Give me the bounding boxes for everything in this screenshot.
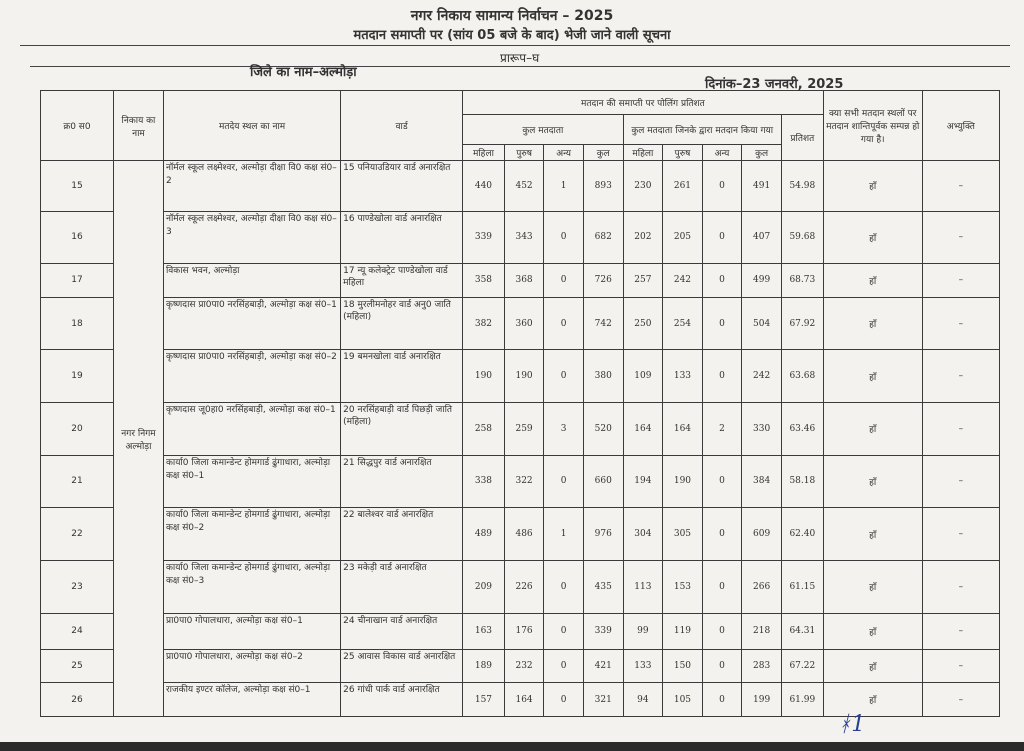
voted-female: 109 — [623, 350, 663, 403]
total-female: 339 — [463, 211, 505, 264]
total-male: 259 — [504, 403, 544, 456]
table-row — [41, 650, 1000, 683]
remarks: – — [922, 264, 999, 297]
header-polling-station: मतदेय स्थल का नाम — [163, 91, 340, 161]
peaceful-status: हॉं — [823, 683, 922, 717]
total-female: 489 — [463, 508, 505, 561]
peaceful-status: हॉं — [823, 613, 922, 649]
remarks: – — [922, 683, 999, 717]
polling-station-name: कृष्णदास प्रा0पा0 नरसिंहबाड़ी, अल्मोड़ा कक्ष सं0–1 — [163, 297, 340, 350]
serial-number: 24 — [41, 613, 114, 649]
voted-female: 250 — [623, 297, 663, 350]
remarks: – — [922, 613, 999, 649]
remarks: – — [922, 560, 999, 613]
voted-total: 504 — [742, 297, 782, 350]
total-other: 0 — [544, 211, 584, 264]
serial-number: 18 — [41, 297, 114, 350]
total-female: 209 — [463, 560, 505, 613]
peaceful-status: हॉं — [823, 650, 922, 683]
voted-total: 266 — [742, 560, 782, 613]
percent: 64.31 — [781, 613, 823, 649]
total-total: 726 — [583, 264, 623, 297]
table-row — [41, 403, 1000, 456]
ward-name: 23 मकेड़ी वार्ड अनारक्षित — [341, 560, 463, 613]
voted-other: 0 — [702, 508, 742, 561]
voted-other: 0 — [702, 297, 742, 350]
header-percent: प्रतिशत — [781, 115, 823, 161]
voted-other: 0 — [702, 683, 742, 717]
peaceful-status: हॉं — [823, 455, 922, 508]
total-other: 0 — [544, 683, 584, 717]
voted-total: 283 — [742, 650, 782, 683]
total-female: 258 — [463, 403, 505, 456]
header-voted-female: महिला — [623, 145, 663, 161]
voted-female: 94 — [623, 683, 663, 717]
percent: 63.46 — [781, 403, 823, 456]
voted-female: 230 — [623, 161, 663, 212]
remarks: – — [922, 508, 999, 561]
total-other: 0 — [544, 650, 584, 683]
total-female: 440 — [463, 161, 505, 212]
voted-total: 384 — [742, 455, 782, 508]
serial-number: 19 — [41, 350, 114, 403]
header-total-male: पुरुष — [504, 145, 544, 161]
header-voted-male: पुरुष — [663, 145, 703, 161]
percent: 58.18 — [781, 455, 823, 508]
voted-male: 254 — [663, 297, 703, 350]
polling-station-name: कार्या0 जिला कमान्डेन्ट होमगार्ड ढुंगाधारा, अल्मोड़ा कक्ष सं0–3 — [163, 560, 340, 613]
header-total-voters: कुल मतदाता — [463, 115, 623, 145]
polling-station-name: प्रा0पा0 गोपालधारा, अल्मोड़ा कक्ष सं0–2 — [163, 650, 340, 683]
voted-other: 0 — [702, 161, 742, 212]
voted-male: 164 — [663, 403, 703, 456]
peaceful-status: हॉं — [823, 211, 922, 264]
total-male: 232 — [504, 650, 544, 683]
polling-station-name: विकास भवन, अल्मोड़ा — [163, 264, 340, 297]
voted-male: 205 — [663, 211, 703, 264]
ward-name: 26 गांधी पार्क वार्ड अनारक्षित — [341, 683, 463, 717]
total-male: 452 — [504, 161, 544, 212]
voted-other: 0 — [702, 211, 742, 264]
total-total: 742 — [583, 297, 623, 350]
ward-name: 18 मुरलीमनोहर वार्ड अनु0 जाति (महिला) — [341, 297, 463, 350]
voted-female: 202 — [623, 211, 663, 264]
remarks: – — [922, 403, 999, 456]
total-female: 163 — [463, 613, 505, 649]
voted-total: 199 — [742, 683, 782, 717]
total-other: 1 — [544, 161, 584, 212]
header-total-other: अन्य — [544, 145, 584, 161]
voted-male: 150 — [663, 650, 703, 683]
table-row — [41, 350, 1000, 403]
document-subtitle: मतदान समाप्ती पर (सांय 05 बजे के बाद) भेजी जाने वाली सूचना — [353, 28, 671, 43]
table-row — [41, 161, 1000, 212]
percent: 63.68 — [781, 350, 823, 403]
polling-station-name: नॉर्मल स्कूल लक्ष्मेश्वर, अल्मोड़ा दीक्षा वि0 कक्ष सं0–2 — [163, 161, 340, 212]
voted-other: 0 — [702, 613, 742, 649]
serial-number: 15 — [41, 161, 114, 212]
total-total: 520 — [583, 403, 623, 456]
ward-name: 20 नरसिंहबाड़ी वार्ड पिछड़ी जाति (महिला) — [341, 403, 463, 456]
serial-number: 26 — [41, 683, 114, 717]
polling-station-name: प्रा0पा0 गोपालधारा, अल्मोड़ा कक्ष सं0–1 — [163, 613, 340, 649]
voted-male: 190 — [663, 455, 703, 508]
total-female: 338 — [463, 455, 505, 508]
ward-name: 17 न्यू कलेक्ट्रेट पाण्डेखोला वार्ड महिला — [341, 264, 463, 297]
total-other: 3 — [544, 403, 584, 456]
handwritten-signature: ᚼ1 — [838, 712, 866, 737]
polling-station-name: नॉर्मल स्कूल लक्ष्मेश्वर, अल्मोड़ा दीक्षा वि0 कक्ष सं0–3 — [163, 211, 340, 264]
table-row — [41, 508, 1000, 561]
peaceful-status: हॉं — [823, 403, 922, 456]
total-total: 321 — [583, 683, 623, 717]
serial-number: 22 — [41, 508, 114, 561]
percent: 61.99 — [781, 683, 823, 717]
district-name: जिले का नाम–अल्मोड़ा — [250, 65, 357, 80]
header-voted-other: अन्य — [702, 145, 742, 161]
peaceful-status: हॉं — [823, 264, 922, 297]
total-total: 421 — [583, 650, 623, 683]
voted-other: 0 — [702, 455, 742, 508]
polling-table — [40, 90, 1000, 717]
total-male: 226 — [504, 560, 544, 613]
peaceful-status: हॉं — [823, 161, 922, 212]
total-male: 190 — [504, 350, 544, 403]
polling-station-name: कार्या0 जिला कमान्डेन्ट होमगार्ड ढुंगाधारा, अल्मोड़ा कक्ष सं0–1 — [163, 455, 340, 508]
voted-male: 119 — [663, 613, 703, 649]
total-other: 0 — [544, 350, 584, 403]
header-body: निकाय का नाम — [113, 91, 163, 161]
total-total: 893 — [583, 161, 623, 212]
serial-number: 21 — [41, 455, 114, 508]
percent: 67.92 — [781, 297, 823, 350]
voted-total: 218 — [742, 613, 782, 649]
ward-name: 25 आवास विकास वार्ड अनारक्षित — [341, 650, 463, 683]
voted-total: 407 — [742, 211, 782, 264]
polling-station-name: राजकीय इण्टर कॉलेज, अल्मोड़ा कक्ष सं0–1 — [163, 683, 340, 717]
total-female: 157 — [463, 683, 505, 717]
header-voted: कुल मतदाता जिनके द्वारा मतदान किया गया — [623, 115, 781, 145]
voted-female: 194 — [623, 455, 663, 508]
total-total: 976 — [583, 508, 623, 561]
header-serial: क्र0 स0 — [41, 91, 114, 161]
serial-number: 16 — [41, 211, 114, 264]
remarks: – — [922, 297, 999, 350]
document-title: नगर निकाय सामान्य निर्वाचन – 2025 — [410, 8, 614, 24]
ward-name: 24 चीनाखान वार्ड अनारक्षित — [341, 613, 463, 649]
ward-name: 22 बालेश्वर वार्ड अनारक्षित — [341, 508, 463, 561]
total-total: 339 — [583, 613, 623, 649]
voted-male: 261 — [663, 161, 703, 212]
page-edge — [0, 742, 1024, 751]
percent: 67.22 — [781, 650, 823, 683]
total-male: 176 — [504, 613, 544, 649]
remarks: – — [922, 350, 999, 403]
ward-name: 19 बमनखोला वार्ड अनारक्षित — [341, 350, 463, 403]
voted-female: 164 — [623, 403, 663, 456]
peaceful-status: हॉं — [823, 508, 922, 561]
voted-male: 305 — [663, 508, 703, 561]
ward-name: 16 पाण्डेखोला वार्ड अनारक्षित — [341, 211, 463, 264]
remarks: – — [922, 211, 999, 264]
remarks: – — [922, 455, 999, 508]
total-male: 368 — [504, 264, 544, 297]
total-total: 435 — [583, 560, 623, 613]
voted-female: 99 — [623, 613, 663, 649]
total-male: 343 — [504, 211, 544, 264]
voted-total: 609 — [742, 508, 782, 561]
voted-total: 499 — [742, 264, 782, 297]
peaceful-status: हॉं — [823, 350, 922, 403]
voted-female: 113 — [623, 560, 663, 613]
total-other: 0 — [544, 613, 584, 649]
table-row — [41, 613, 1000, 649]
voted-female: 133 — [623, 650, 663, 683]
voted-male: 242 — [663, 264, 703, 297]
table-row — [41, 297, 1000, 350]
table-row — [41, 455, 1000, 508]
total-male: 322 — [504, 455, 544, 508]
table-row — [41, 211, 1000, 264]
total-other: 0 — [544, 560, 584, 613]
voted-male: 133 — [663, 350, 703, 403]
ward-name: 15 पनियाउडियार वार्ड अनारक्षित — [341, 161, 463, 212]
voted-other: 0 — [702, 350, 742, 403]
report-date: दिनांक–23 जनवरी, 2025 — [705, 77, 844, 92]
header-total-total: कुल — [583, 145, 623, 161]
table-row — [41, 560, 1000, 613]
percent: 59.68 — [781, 211, 823, 264]
total-male: 164 — [504, 683, 544, 717]
total-other: 0 — [544, 297, 584, 350]
total-other: 1 — [544, 508, 584, 561]
voted-male: 105 — [663, 683, 703, 717]
header-remarks: अभ्युक्ति — [922, 91, 999, 161]
voted-total: 491 — [742, 161, 782, 212]
voted-total: 242 — [742, 350, 782, 403]
total-total: 380 — [583, 350, 623, 403]
percent: 54.98 — [781, 161, 823, 212]
form-label: प्रारूप–घ — [500, 51, 540, 65]
voted-other: 0 — [702, 560, 742, 613]
total-other: 0 — [544, 455, 584, 508]
table-row — [41, 264, 1000, 297]
total-male: 360 — [504, 297, 544, 350]
body-name: नगर निगम अल्मोड़ा — [113, 161, 163, 717]
voted-female: 257 — [623, 264, 663, 297]
percent: 61.15 — [781, 560, 823, 613]
voted-other: 0 — [702, 264, 742, 297]
header-polling-percent-group: मतदान की समाप्ती पर पोलिंग प्रतिशत — [463, 91, 824, 115]
serial-number: 23 — [41, 560, 114, 613]
remarks: – — [922, 161, 999, 212]
voted-other: 0 — [702, 650, 742, 683]
total-total: 660 — [583, 455, 623, 508]
total-male: 486 — [504, 508, 544, 561]
header-voted-total: कुल — [742, 145, 782, 161]
header-ward: वार्ड — [341, 91, 463, 161]
serial-number: 20 — [41, 403, 114, 456]
total-female: 382 — [463, 297, 505, 350]
divider — [30, 66, 1010, 67]
polling-station-name: कृष्णदास प्रा0पा0 नरसिंहबाड़ी, अल्मोड़ा कक्ष सं0–2 — [163, 350, 340, 403]
percent: 68.73 — [781, 264, 823, 297]
polling-station-name: कार्या0 जिला कमान्डेन्ट होमगार्ड ढुंगाधारा, अल्मोड़ा कक्ष सं0–2 — [163, 508, 340, 561]
serial-number: 17 — [41, 264, 114, 297]
voted-male: 153 — [663, 560, 703, 613]
voted-total: 330 — [742, 403, 782, 456]
total-female: 190 — [463, 350, 505, 403]
serial-number: 25 — [41, 650, 114, 683]
peaceful-status: हॉं — [823, 297, 922, 350]
total-total: 682 — [583, 211, 623, 264]
polling-station-name: कृष्णदास जू0हा0 नरसिंहबाड़ी, अल्मोड़ा कक्ष सं0–1 — [163, 403, 340, 456]
total-female: 189 — [463, 650, 505, 683]
remarks: – — [922, 650, 999, 683]
header-peaceful: क्या सभी मतदान स्थलों पर मतदान शान्तिपूर्वक सम्पन्न हो गया है। — [823, 91, 922, 161]
ward-name: 21 सिद्धपुर वार्ड अनारक्षित — [341, 455, 463, 508]
total-other: 0 — [544, 264, 584, 297]
voted-female: 304 — [623, 508, 663, 561]
header-total-female: महिला — [463, 145, 505, 161]
divider — [20, 45, 1010, 46]
percent: 62.40 — [781, 508, 823, 561]
peaceful-status: हॉं — [823, 560, 922, 613]
total-female: 358 — [463, 264, 505, 297]
voted-other: 2 — [702, 403, 742, 456]
